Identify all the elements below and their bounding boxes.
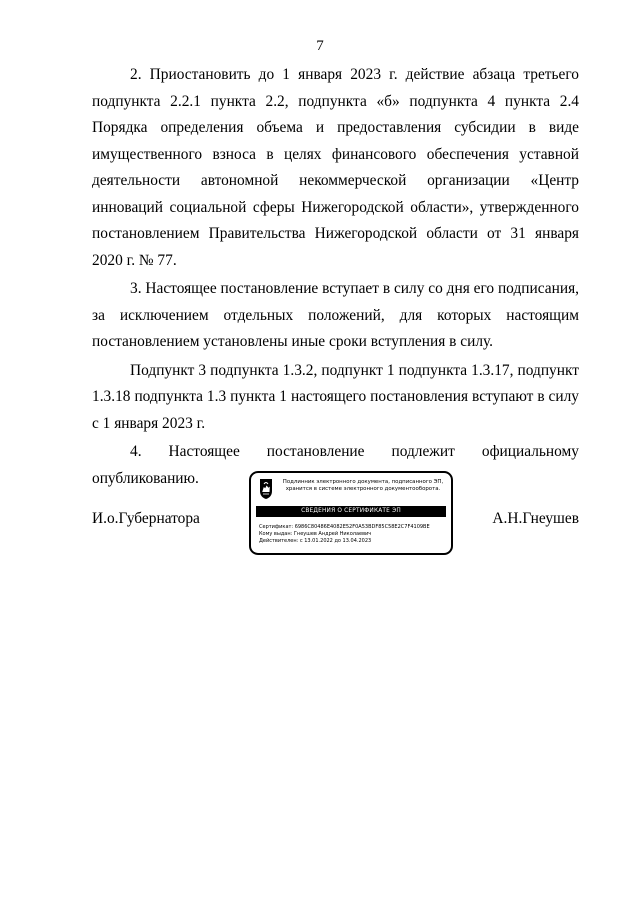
coat-of-arms-icon	[258, 478, 274, 500]
paragraph-effective-dates: Подпункт 3 подпункта 1.3.2, подпункт 1 подпункта 1.3.17, подпункт 1.3.18 подпункта 1.3 пункта 1 настоящего постановления вступают в силу с 1 января 2023 г.	[92, 361, 579, 432]
electronic-signature-stamp	[249, 471, 453, 555]
paragraph-item-3: 3. Настоящее постановление вступает в силу со дня его подписания, за исключением отдельных положений, для которых настоящим постановлением установлены иные сроки вступления в силу.	[92, 280, 579, 350]
stamp-certificate-header: СВЕДЕНИЯ О СЕРТИФИКАТЕ ЭП	[256, 506, 446, 517]
certificate-validity: Действителен: с 13.01.2022 до 13.04.2023	[259, 538, 372, 544]
stamp-notice-text: Подлинник электронного документа, подписанного ЭП, хранится в системе электронного документооборота.	[282, 479, 444, 492]
signatory-position: И.о.Губернатора	[92, 510, 200, 527]
page-number: 7	[316, 38, 324, 54]
certificate-owner: Кому выдан: Гнеушев Андрей Николаевич	[259, 531, 372, 537]
signatory-name: А.Н.Гнеушев	[492, 510, 579, 527]
stamp-certificate-details	[259, 524, 449, 545]
certificate-number: Сертификат: 6986C80486E4082E52F0A53BDF85C58E2C7F4109BE	[259, 524, 430, 530]
paragraph-item-2: 2. Приостановить до 1 января 2023 г. действие абзаца третьего подпункта 2.2.1 пункта 2.2, подпункта «б» подпункта 4 пункта 2.4 Порядка определения объема и предоставления субсидии в виде имущественного взноса в целях финансового обеспечения уставной деятельности автономной некоммерческой организации «Центр инноваций социальной сферы Нижегородской области», утвержденного постановлением Правительства Нижегородской области от 31 января 2020 г. № 77.	[92, 66, 579, 269]
document-body	[92, 62, 579, 494]
paragraph-item-4: 4. Настоящее постановление подлежит официальному опубликованию.	[92, 443, 579, 487]
